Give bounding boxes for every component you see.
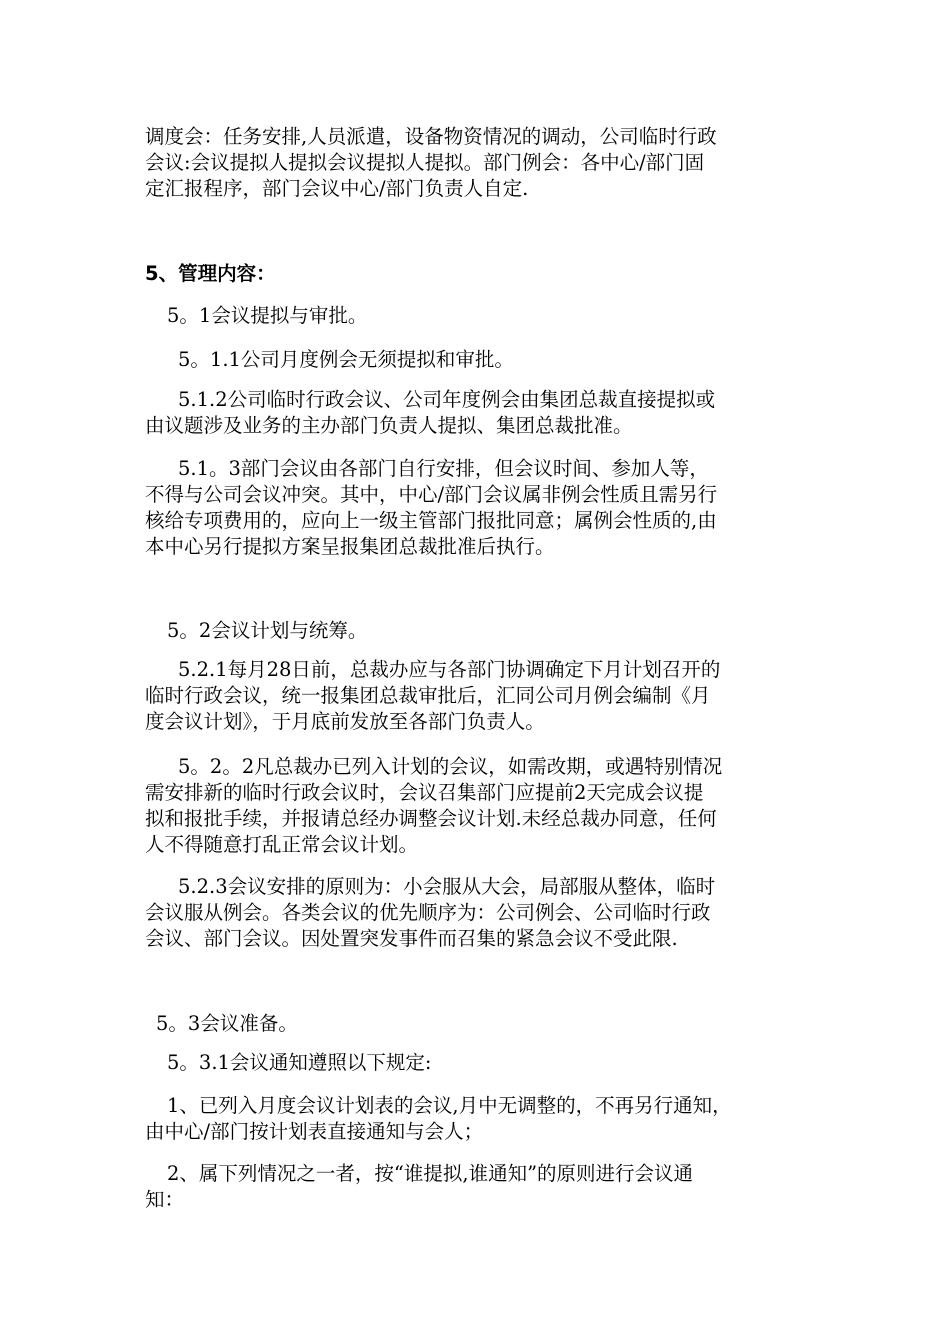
text-line: 由中心/部门按计划表直接通知与会人； (145, 1120, 484, 1143)
text-line: 定汇报程序，部门会议中心/部门负责人自定. (145, 177, 529, 200)
text-line: 5.2.1每月28日前，总裁办应与各部门协调确定下月计划召开的 (178, 658, 721, 681)
list-item-2 (145, 1161, 810, 1213)
text-line: 不得与公司会议冲突。其中，中心/部门会议属非例会性质且需另行 (145, 483, 718, 506)
paragraph-5-2-1 (145, 657, 810, 735)
text-line: 调度会：任务安排,人员派遣，设备物资情况的调动，公司临时行政 (145, 125, 717, 148)
text-line: 5。1会议提拟与审批。 (167, 304, 368, 327)
section-heading: 5、管理内容： (145, 262, 276, 285)
subsection-title-5-2 (167, 618, 832, 644)
paragraph-5-3-1 (167, 1050, 832, 1076)
paragraph-5-1-2 (145, 387, 810, 439)
paragraph-5-1-3 (145, 456, 810, 560)
text-line: 5。3.1会议通知遵照以下规定: (167, 1051, 432, 1074)
text-line: 1、已列入月度会议计划表的会议,月中无调整的，不再另行通知， (167, 1094, 732, 1117)
paragraph-5-1-1 (178, 347, 843, 373)
text-line: 5。3会议准备。 (156, 1012, 298, 1035)
text-line: 需安排新的临时行政会议时，会议召集部门应提前2天完成会议提 (145, 781, 704, 804)
intro-paragraph (145, 124, 810, 202)
text-line: 拟和报批手续，并报请总经办调整会议计划.未经总裁办同意，任何 (145, 807, 717, 830)
text-line: 临时行政会议，统一报集团总裁审批后，汇同公司月例会编制《月 (145, 684, 711, 707)
text-line: 5。1.1公司月度例会无须提拟和审批。 (178, 348, 514, 371)
text-line: 5.1.2公司临时行政会议、公司年度例会由集团总裁直接提拟或 (178, 388, 716, 411)
list-item-1 (145, 1093, 810, 1145)
text-line: 5。2。2凡总裁办已列入计划的会议，如需改期，或遇特别情况 (178, 755, 723, 778)
text-line: 2、属下列情况之一者，按“谁提拟,谁通知”的原则进行会议通 (167, 1162, 694, 1185)
text-line: 5.2.3会议安排的原则为：小会服从大会，局部服从整体，临时 (178, 875, 716, 898)
text-line: 度会议计划》，于月底前发放至各部门负责人。 (145, 710, 545, 733)
text-line: 会议、部门会议。因处置突发事件而召集的紧急会议不受此限. (145, 927, 678, 950)
subsection-title-5-1 (167, 303, 832, 329)
text-line: 知： (145, 1188, 185, 1211)
paragraph-5-2-3 (145, 874, 810, 952)
text-line: 人不得随意打乱正常会议计划。 (145, 833, 419, 856)
text-line: 会议:会议提拟人提拟会议提拟人提拟。部门例会：各中心/部门固 (145, 151, 705, 174)
text-line: 5.1。3部门会议由各部门自行安排，但会议时间、参加人等， (178, 457, 709, 480)
text-line: 核给专项费用的，应向上一级主管部门报批同意；属例会性质的,由 (145, 509, 717, 532)
text-line: 5。2会议计划与统筹。 (167, 619, 368, 642)
text-line: 会议服从例会。各类会议的优先顺序为：公司例会、公司临时行政 (145, 901, 711, 924)
subsection-title-5-3 (156, 1011, 821, 1037)
text-line: 由议题涉及业务的主办部门负责人提拟、集团总裁批准。 (145, 414, 633, 437)
paragraph-5-2-2 (145, 754, 810, 858)
text-line: 本中心另行提拟方案呈报集团总裁批准后执行。 (145, 535, 555, 558)
